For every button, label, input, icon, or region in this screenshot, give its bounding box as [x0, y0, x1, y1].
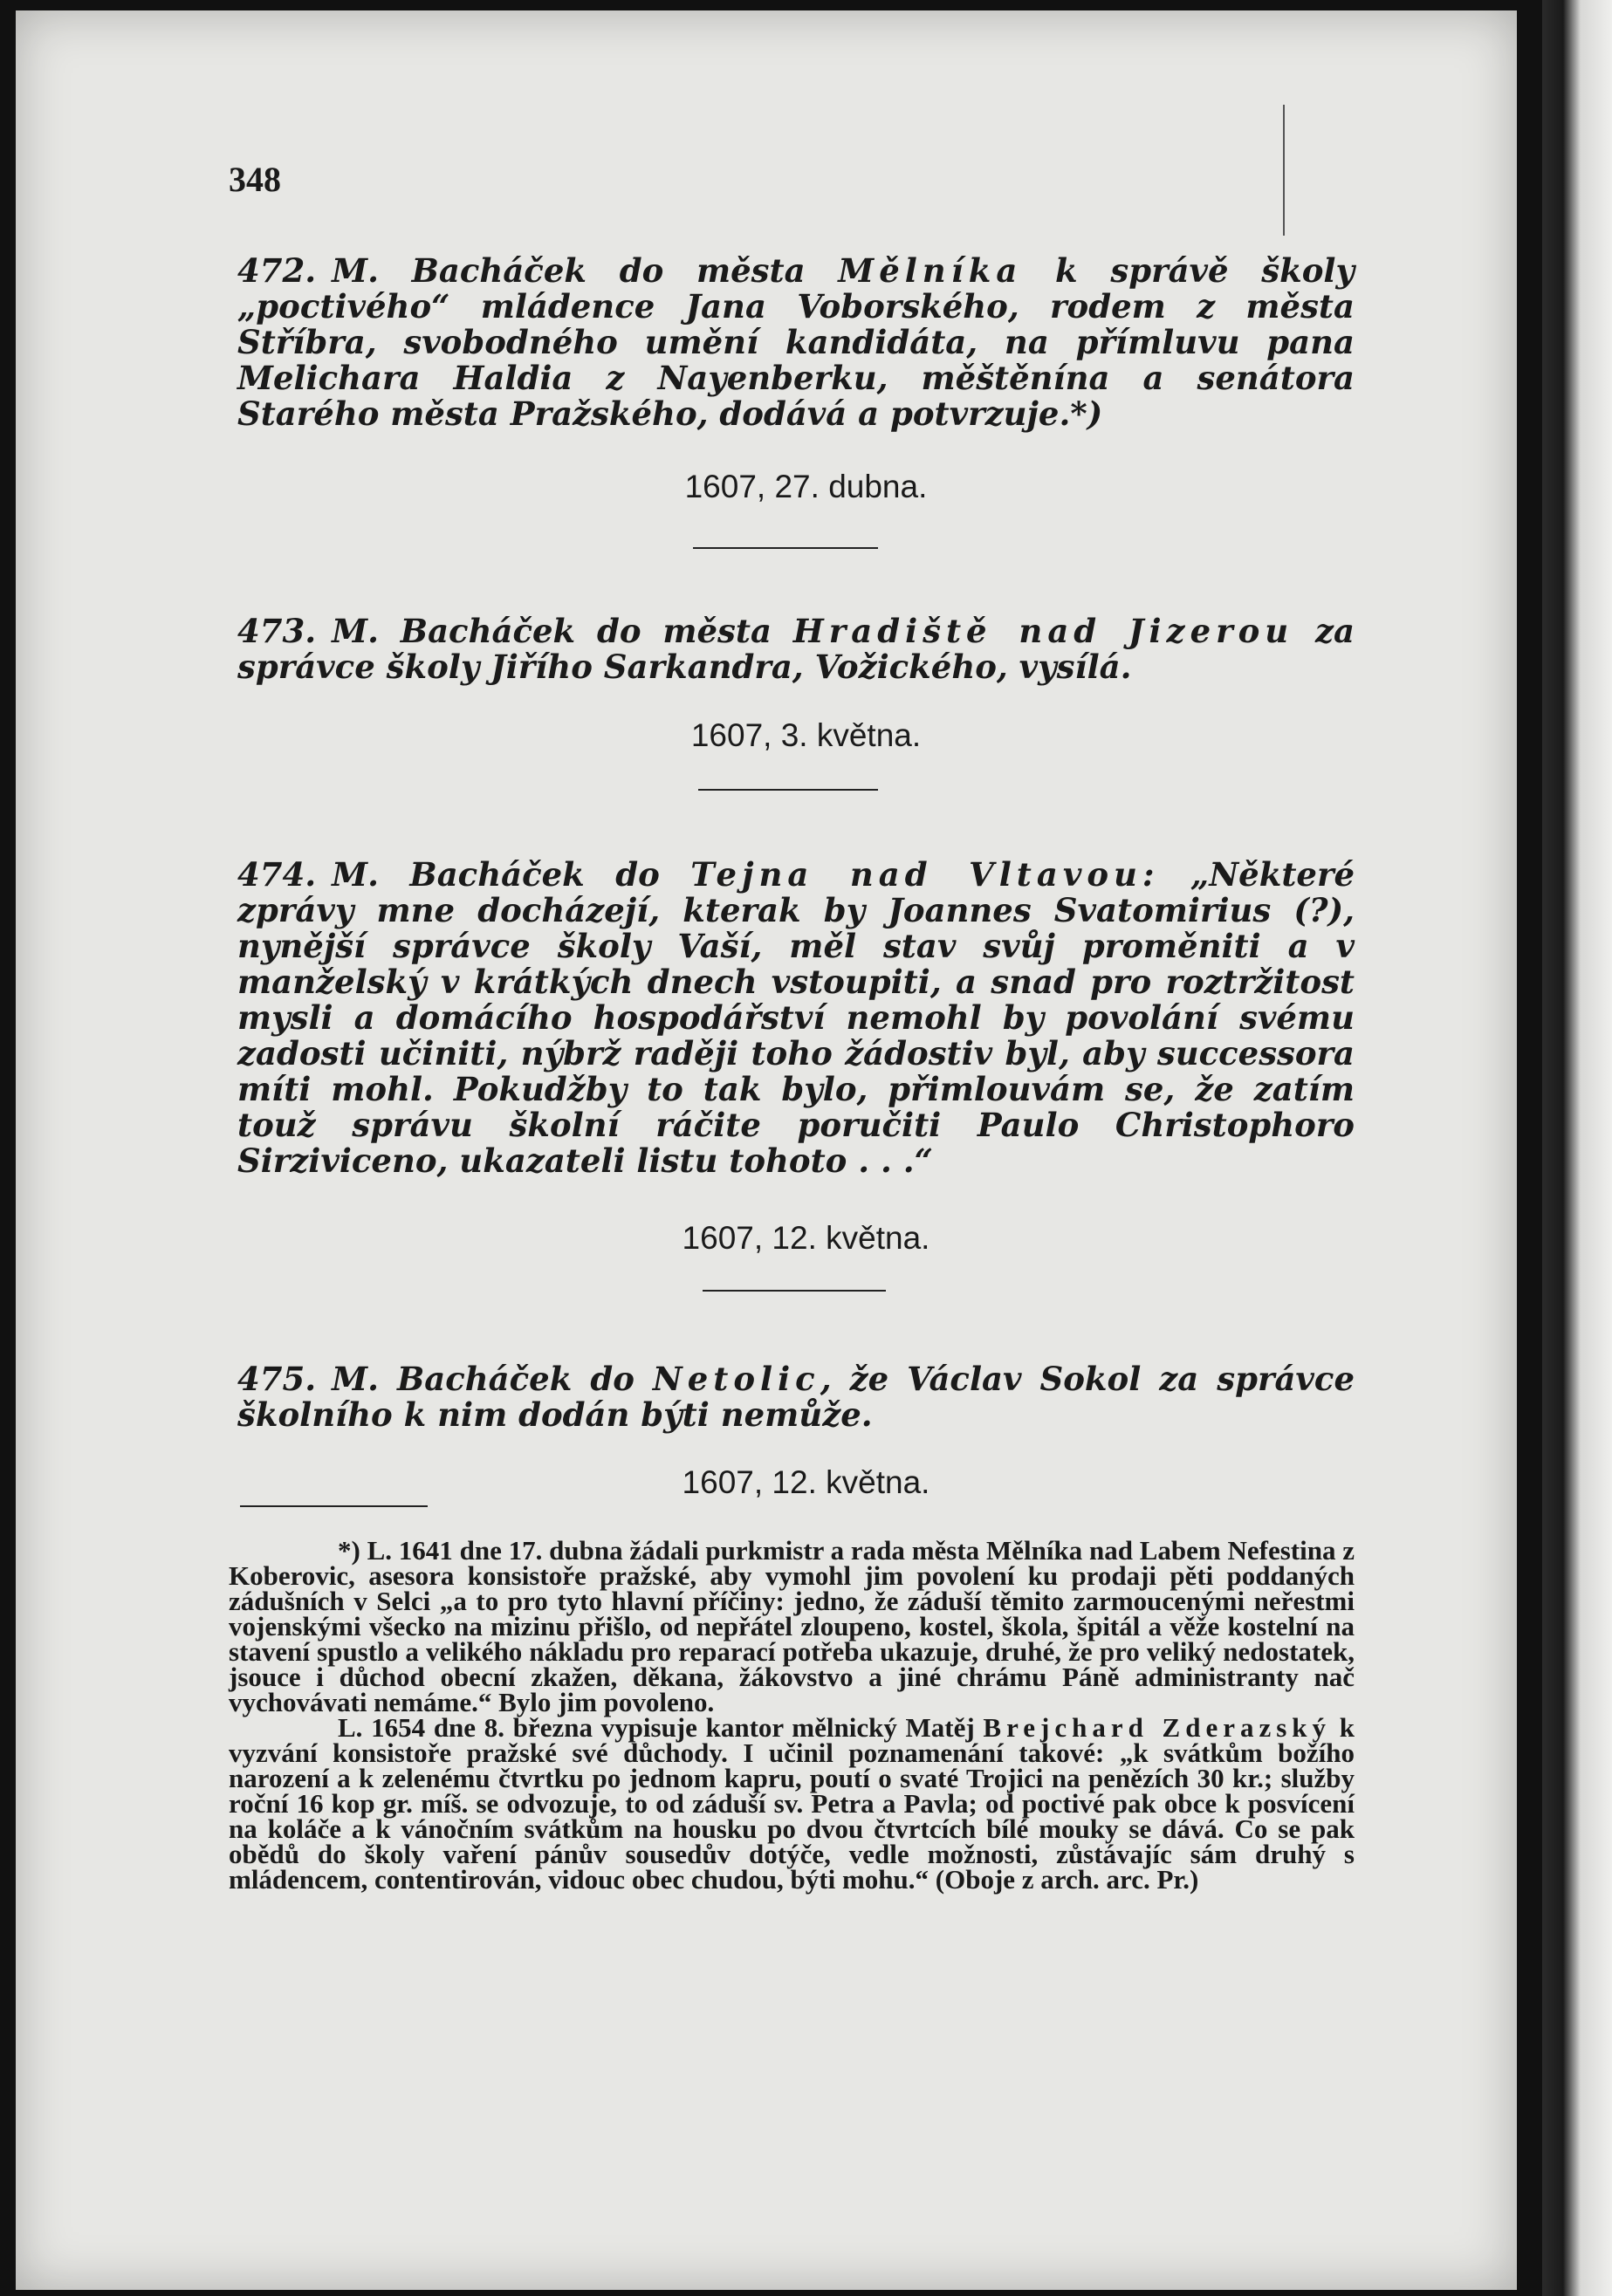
entry-text: „Některé zprávy mne docházejí, kterak by Joannes Svatomirius (?), nynější správce školy Vaší, měl stav svůj proměniti a v manželský v krátkých dnech vstoupiti, a snad pro roztržitost mysli a domácího hospodářství nemohl by povolání svému zadosti učiniti, nýbrž raději toho žádostiv byl, aby successora míti mohl. Pokudžby to tak bylo, přimlouvám se, že zatím touž správu školní ráčite poručiti Paulo Christophoro Sirziviceno, ukazateli listu tohoto . . .“ [237, 855, 1355, 1180]
entry-472 [237, 253, 1355, 432]
entry-474 [237, 857, 1355, 1179]
separator-rule [698, 789, 878, 791]
entry-date: 1607, 27. dubna. [684, 469, 928, 504]
page-edge [1542, 0, 1612, 2296]
footnote [229, 1535, 1355, 1895]
entry-number: 475. [237, 1360, 317, 1398]
entry-number: 472. [237, 251, 317, 290]
scan-artifact-line [1283, 105, 1285, 236]
entry-date: 1607, 12. května. [682, 1220, 930, 1256]
entry-date: 1607, 3. května. [690, 717, 922, 753]
entry-number: 474. [237, 855, 317, 894]
footnote-name: Brejchard Zderazský [983, 1712, 1332, 1743]
entry-place: Hradiště nad Jizerou [792, 612, 1294, 650]
footnote-text: L. 1654 dne 8. března vypisuje kantor mělnický Matěj [338, 1712, 984, 1743]
footnote-paragraph [229, 1712, 1355, 1895]
entry-place: Tejna nad Vltavou: [690, 855, 1160, 894]
footnote-rule [240, 1505, 428, 1507]
entry-475 [237, 1361, 1355, 1433]
footnote-paragraph: *) L. 1641 dne 17. dubna žádali purkmistr a rada města Mělníka nad Labem Nefestina z Koberovic, asesora konsistoře pražské, aby vymohl jim povolení ku prodaji pěti poddaných zádušních v Selci „a to pro tyto hlavní příčiny: jedno, že záduší těmito zarmoucenými neřestmi vojenskými všecko na mizinu přišlo, od nepřátel zloupeno, kostel, škola, špitál a věže kostelní na stavení spustlo a velikého nákladu pro reparací potřeba ukazuje, druhé, že pro veliký nedostatek, jsouce i důchod obecní zkažen, děkana, žákovstvo a jiné chrámu Páně administranty nač vychovávati nemáme.“ Bylo jim povoleno. [229, 1535, 1355, 1717]
entry-text: M. Bacháček do [332, 855, 691, 894]
entry-date: 1607, 12. května. [682, 1464, 930, 1500]
entry-text: M. Bacháček do [332, 1360, 653, 1398]
entry-473 [237, 613, 1355, 685]
entry-text: za správce školy Jiřího Sarkandra, Vožického, vysílá. [237, 612, 1355, 686]
entry-place: Netolic [652, 1360, 820, 1398]
footnote-text: k vyzvání konsistoře pražské své důchody. I učinil poznamenání takové: „k svátkům božího narození a k zelenému čtvrtku po jednom kapru, poutí o svaté Trojici na penězích 30 kr.; služby roční 16 kop gr. míš. se odvozuje, to od záduší sv. Petra a Pavla; od poctivé pak obce k posvícení na koláče a k vánočním svátkům na housku po dvou čtvrtcích bílé mouky se dává. Co se pak obědů do školy vaření pánův sousedův dotýče, vedle možnosti, zůstávajíc sám druhý s mládencem, contentirován, vidouc obec chudou, býti mohu.“ (Oboje z arch. arc. Pr.) [229, 1712, 1355, 1895]
entry-number: 473. [237, 612, 317, 650]
separator-rule [703, 1290, 886, 1292]
separator-rule [693, 547, 878, 549]
entry-place: Mělníka [838, 251, 1023, 290]
page-number: 348 [229, 160, 281, 199]
entry-text: k správě školy „poctivého“ mládence Jana Voborského, rodem z města Stříbra, svobodného umění kandidáta, na přímluvu pana Melichara Haldia z Nayenberku, měštěnína a senátora Starého města Pražského, dodává a potvrzuje.*) [237, 251, 1355, 433]
entry-text: , že Václav Sokol za správce školního k nim dodán býti nemůže. [237, 1360, 1355, 1434]
entry-text: M. Bacháček do města [332, 251, 839, 290]
entry-text: M. Bacháček do města [332, 612, 793, 650]
